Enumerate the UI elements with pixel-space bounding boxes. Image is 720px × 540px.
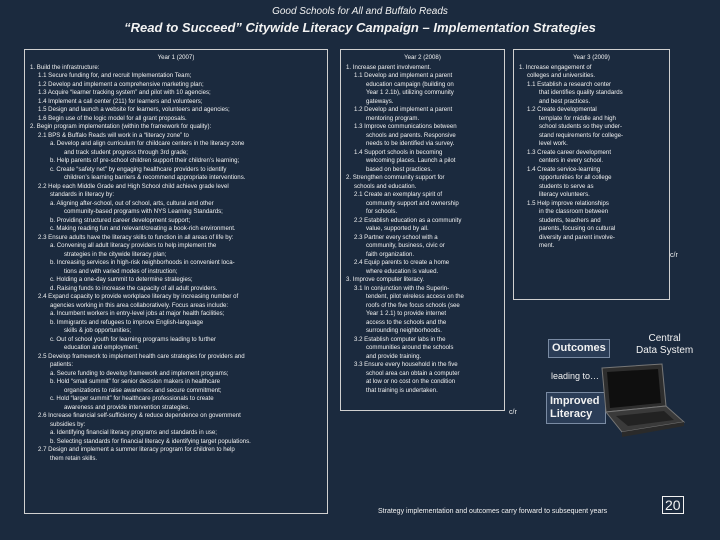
list-line: 2.6 Increase financial self-sufficiency & reduce dependence on government xyxy=(38,412,241,419)
year-3-list xyxy=(519,64,664,251)
list-line: 3.3 Ensure every household in the five xyxy=(354,361,458,368)
list-line: standards in literacy by: xyxy=(50,191,115,198)
list-line: school students so they under- xyxy=(539,123,622,130)
list-line: 2.2 Help each Middle Grade and High School child achieve grade level xyxy=(38,182,229,190)
list-line: 1.3 Improve communications between xyxy=(354,123,457,130)
list-line: 1.6 Begin use of the logic model for all grant proposals. xyxy=(38,114,187,122)
list-line: and provide training. xyxy=(366,352,422,360)
year-2-list xyxy=(346,64,499,396)
list-line: c. Out of school youth for learning programs leading to further xyxy=(50,335,216,343)
list-line: a. Develop and align curriculum for childcare centers in the literacy zone xyxy=(50,140,245,147)
list-line: strategies in the citywide literacy plan; xyxy=(64,250,167,258)
list-line: 2.7 Design and implement a summer literacy program for children to help xyxy=(38,446,235,453)
improved-literacy-line-2: Literacy xyxy=(550,408,593,420)
list-line: b. Help parents of pre-school children support their children’s learning; xyxy=(50,157,240,164)
list-line: 2.5 Develop framework to implement health care strategies for providers and xyxy=(38,352,245,360)
list-line: 2. Strengthen community support for xyxy=(346,174,445,181)
central-data-line-1: Central xyxy=(648,333,681,344)
list-line: education campaign (building on xyxy=(366,80,454,88)
list-line: colleges and universities. xyxy=(527,72,596,79)
list-line: a. Secure funding to develop framework and implement programs; xyxy=(50,369,229,377)
list-line: education and employment. xyxy=(64,344,139,351)
list-line: faith organization. xyxy=(366,250,415,258)
list-line: where education is valued. xyxy=(366,267,439,275)
list-line: and track student progress through 3rd grade; xyxy=(64,148,188,156)
list-line: diversity and parent involve- xyxy=(539,233,615,241)
list-line: 2. Begin program implementation (within the framework for quality): xyxy=(30,123,212,130)
laptop-icon xyxy=(592,362,688,442)
list-line: and best practices. xyxy=(539,97,591,105)
list-line: 2.3 Partner every school with a xyxy=(354,233,438,241)
list-line: b. Increasing services in high-risk neighborhoods in convenient loca- xyxy=(50,259,235,266)
list-line: centers in every school. xyxy=(539,157,604,164)
list-line: 1.2 Develop and implement a parent xyxy=(354,106,453,113)
list-line: c. Create “safety net” by engaging healthcare providers to identify xyxy=(50,165,227,173)
outcomes-box: Outcomes xyxy=(548,339,610,358)
list-line: Year 1 2.1) to provide internet xyxy=(366,310,447,317)
list-line: template for middle and high xyxy=(539,114,616,122)
list-line: students to serve as xyxy=(539,182,594,190)
list-line: 2.3 Ensure adults have the literacy skills to function in all areas of life by: xyxy=(38,233,234,241)
list-line: schools and education. xyxy=(354,182,417,190)
list-line: value, supported by all. xyxy=(366,225,429,232)
list-line: 1. Increase parent involvement. xyxy=(346,63,432,71)
list-line: agencies working in this area collaboratively. Focus areas include: xyxy=(50,301,229,309)
list-line: tions and with varied modes of instruction; xyxy=(64,267,178,275)
list-line: 1.2 Develop and implement a comprehensive marketing plan; xyxy=(38,80,204,88)
header-subtitle: Good Schools for All and Buffalo Reads xyxy=(272,6,448,17)
list-line: 2.1 BPS & Buffalo Reads will work in a “literacy zone” to xyxy=(38,131,189,139)
list-line: 1.4 Implement a call center (211) for learners and volunteers; xyxy=(38,97,203,105)
list-line: 1.4 Create service-learning xyxy=(527,165,601,173)
year-1-column xyxy=(24,49,328,514)
list-line: gateways. xyxy=(366,97,394,105)
arrow-label-bottom: c/r xyxy=(509,409,517,416)
list-line: 1.1 Secure funding for, and recruit Implementation Team; xyxy=(38,72,192,79)
year-3-header: Year 3 (2009) xyxy=(573,54,610,61)
list-line: patients: xyxy=(50,361,74,368)
list-line: a. Identifying financial literacy programs and standards in use; xyxy=(50,429,217,436)
list-line: 1.2 Create developmental xyxy=(527,106,597,113)
list-line: access to the schools and the xyxy=(366,318,447,326)
year-1-header: Year 1 (2007) xyxy=(157,54,195,61)
year-2-header: Year 2 (2008) xyxy=(404,54,441,61)
list-line: them retain skills. xyxy=(50,454,98,462)
list-line: at low or no cost on the condition xyxy=(366,378,456,385)
list-line: children’s learning barriers & recommend appropriate interventions. xyxy=(64,174,246,181)
list-line: b. Immigrants and refugees to improve English-language xyxy=(50,318,204,326)
leading-to-label: leading to… xyxy=(551,371,600,381)
list-line: parents, focusing on cultural xyxy=(539,225,616,232)
list-line: c. Holding a one-day summit to determine strategies; xyxy=(50,276,193,283)
list-line: c. Hold “larger summit” for healthcare professionals to create xyxy=(50,395,214,402)
list-line: 2.2 Establish education as a community xyxy=(354,216,462,224)
footer-note: Strategy implementation and outcomes carry forward to subsequent years xyxy=(378,508,608,515)
list-line: 2.4 Equip parents to create a home xyxy=(354,259,450,266)
list-line: subsidies by: xyxy=(50,420,86,428)
list-line: literacy volunteers. xyxy=(539,191,590,198)
list-line: a. Incumbent workers in entry-level jobs at major health facilities; xyxy=(50,310,225,317)
year-3-column xyxy=(513,49,670,300)
list-line: b. Selecting standards for financial literacy & identifying target populations. xyxy=(50,437,251,445)
list-line: 1.1 Develop and implement a parent xyxy=(354,72,453,79)
list-line: needs to be identified via survey. xyxy=(366,140,455,147)
list-line: b. Hold “small summit” for senior decision makers in healthcare xyxy=(50,378,221,385)
list-line: 1. Increase engagement of xyxy=(519,63,592,71)
list-line: a. Convening all adult literacy providers to help implement the xyxy=(50,242,217,249)
list-line: in the classroom between xyxy=(539,208,609,215)
page-number: 20 xyxy=(662,496,684,514)
list-line: awareness and provide intervention strategies. xyxy=(64,403,191,411)
list-line: based on best practices. xyxy=(366,165,433,173)
list-line: stand requirements for college- xyxy=(539,131,624,139)
list-line: b. Providing structured career development support; xyxy=(50,216,191,224)
list-line: opportunities for all college xyxy=(539,174,612,181)
page-title: “Read to Succeed” Citywide Literacy Campaign – Implementation Strategies xyxy=(124,20,596,35)
list-line: 1.1 Establish a research center xyxy=(527,80,612,88)
list-line: 1. Build the infrastructure: xyxy=(30,63,100,71)
list-line: 1.3 Create career development xyxy=(527,148,612,156)
list-line: that training is undertaken. xyxy=(366,386,438,394)
list-line: that identifies quality standards xyxy=(539,89,623,96)
list-line: skills & job opportunities; xyxy=(64,327,132,334)
list-line: communities around the schools xyxy=(366,344,454,351)
list-line: Year 1 2.1b), utilizing community xyxy=(366,89,454,96)
year-1-list xyxy=(30,64,322,464)
list-line: a. Aligning after-school, out of school, arts, cultural and other xyxy=(50,199,214,207)
list-line: 2.1 Create an exemplary spirit of xyxy=(354,191,443,198)
list-line: community support and ownership xyxy=(366,199,459,207)
list-line: schools and parents. Responsive xyxy=(366,131,456,139)
list-line: 2.4 Expand capacity to provide workplace literacy by increasing number of xyxy=(38,293,239,300)
central-data-line-2: Data System xyxy=(636,345,694,356)
list-line: organizations to raise awareness and secure commitment; xyxy=(64,386,222,394)
list-line: school area can obtain a computer xyxy=(366,369,460,377)
improved-literacy-line-1: Improved xyxy=(550,395,600,407)
list-line: 1.4 Support schools in becoming xyxy=(354,148,443,156)
list-line: mentoring program. xyxy=(366,114,420,122)
list-line: ment. xyxy=(539,242,555,249)
list-line: surrounding neighborhoods. xyxy=(366,327,442,334)
list-line: 3. Improve computer literacy. xyxy=(346,276,425,283)
list-line: 3.2 Establish computer labs in the xyxy=(354,335,446,343)
central-data-label xyxy=(636,333,693,357)
arrow-label-right: c/r xyxy=(670,252,678,259)
list-line: 1.5 Help improve relationships xyxy=(527,199,609,207)
list-line: community-based programs with NYS Learning Standards; xyxy=(64,208,223,215)
list-line: students, teachers and xyxy=(539,216,601,224)
list-line: 3.1 In conjunction with the Superin- xyxy=(354,284,450,292)
list-line: 1.5 Design and launch a website for learners, volunteers and agencies; xyxy=(38,106,230,113)
list-line: community, business, civic or xyxy=(366,242,445,249)
year-2-column xyxy=(340,49,505,411)
list-line: tendent, pilot wireless access on the xyxy=(366,293,464,300)
list-line: d. Raising funds to increase the capacity of all adult providers. xyxy=(50,284,218,292)
list-line: level work. xyxy=(539,140,568,147)
list-line: welcoming places. Launch a pilot xyxy=(366,157,456,164)
list-line: c. Making reading fun and relevant/creating a book-rich environment. xyxy=(50,225,236,232)
list-line: roofs of the five focus schools (see xyxy=(366,301,460,309)
list-line: 1.3 Acquire “learner tracking system” and pilot with 10 agencies; xyxy=(38,89,211,96)
list-line: for schools. xyxy=(366,208,398,215)
